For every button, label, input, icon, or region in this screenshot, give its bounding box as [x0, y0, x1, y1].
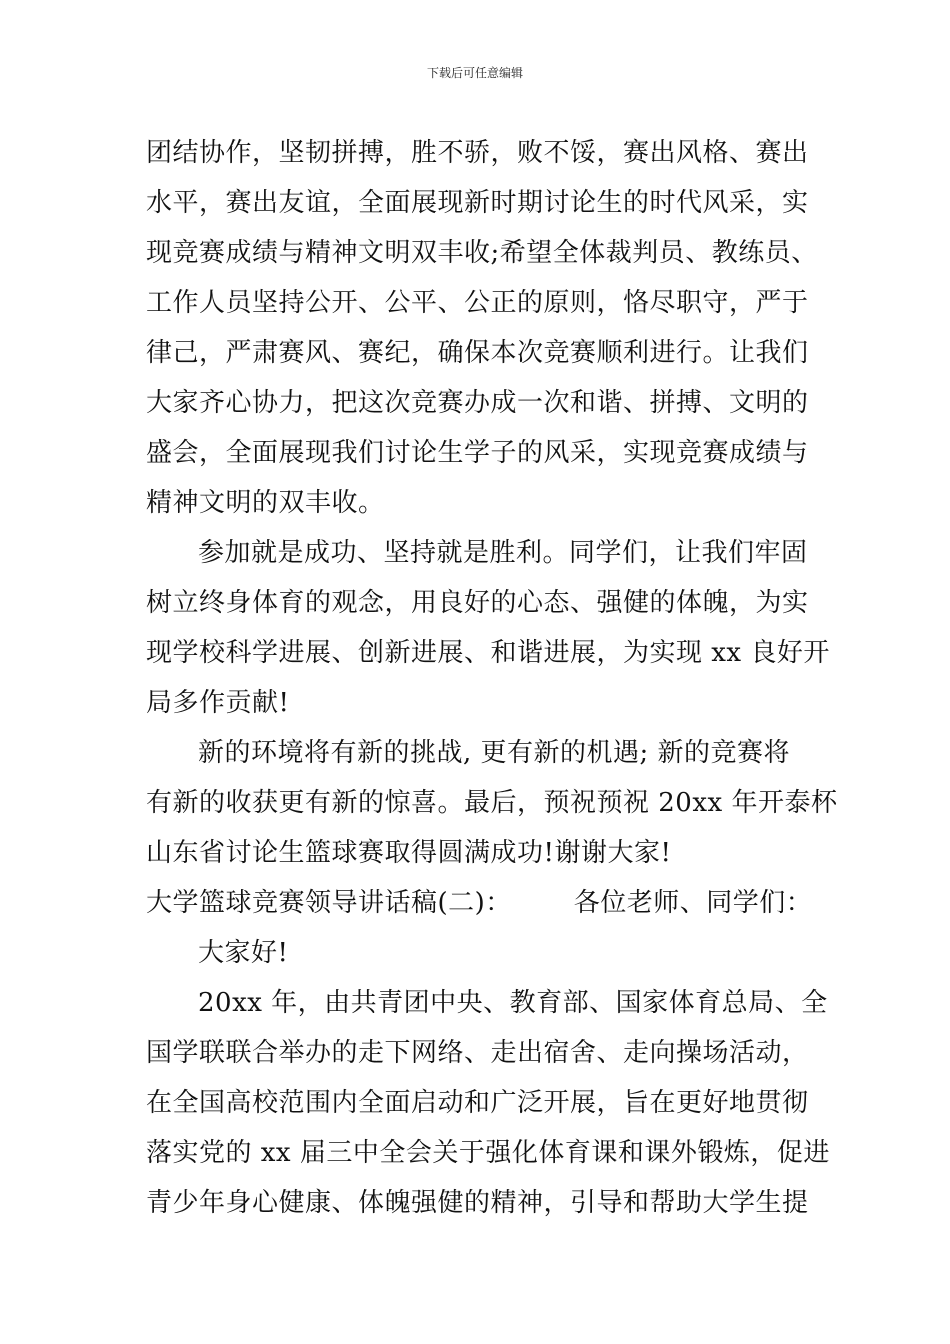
- salutation: 各位老师、同学们：: [573, 888, 813, 918]
- paragraph-start-line: 参加就是成功、坚持就是胜利。同学们，让我们牢固: [198, 538, 808, 568]
- section-heading: 大学篮球竞赛领导讲话稿(二)：: [146, 888, 512, 918]
- text-line: 树立终身体育的观念，用良好的心态、强健的体魄，为实: [146, 588, 809, 618]
- text-line: 现学校科学进展、创新进展、和谐进展，为实现 xx 良好开: [146, 638, 830, 668]
- text-line: 精神文明的双丰收。: [146, 488, 385, 518]
- text-line: 青少年身心健康、体魄强健的精神，引导和帮助大学生提: [146, 1188, 809, 1218]
- text-line: 国学联联合举办的走下网络、走出宿舍、走向操场活动，: [146, 1038, 809, 1068]
- text-line: 在全国高校范围内全面启动和广泛开展，旨在更好地贯彻: [146, 1088, 809, 1118]
- text-line: 工作人员坚持公开、公平、公正的原则，恪尽职守，严于: [146, 288, 809, 318]
- text-line: 有新的收获更有新的惊喜。最后，预祝预祝 20xx 年开泰杯: [146, 788, 838, 818]
- text-line: 现竞赛成绩与精神文明双丰收;希望全体裁判员、教练员、: [146, 238, 818, 268]
- text-line: 团结协作，坚韧拼搏，胜不骄，败不馁，赛出风格、赛出: [146, 138, 809, 168]
- paragraph-start-line: 20xx 年，由共青团中央、教育部、国家体育总局、全: [198, 988, 828, 1018]
- text-line: 律己，严肃赛风、赛纪，确保本次竞赛顺利进行。让我们: [146, 338, 809, 368]
- paragraph-start-line: 新的环境将有新的挑战, 更有新的机遇; 新的竞赛将: [198, 738, 791, 768]
- text-line: 局多作贡献!: [146, 688, 290, 718]
- heading-gap: [512, 878, 574, 928]
- page-header-note: 下载后可任意编辑: [426, 66, 523, 80]
- greeting-line: 大家好!: [198, 938, 289, 968]
- text-line: 落实党的 xx 届三中全会关于强化体育课和课外锻炼，促进: [146, 1138, 830, 1168]
- document-body: [146, 128, 838, 1228]
- text-line: 盛会，全面展现我们讨论生学子的风采，实现竞赛成绩与: [146, 438, 809, 468]
- text-line: 山东省讨论生篮球赛取得圆满成功!谢谢大家!: [146, 838, 672, 868]
- text-line: 水平，赛出友谊，全面展现新时期讨论生的时代风采，实: [146, 188, 809, 218]
- text-line: 大家齐心协力，把这次竞赛办成一次和谐、拼搏、文明的: [146, 388, 809, 418]
- section-heading-line: [146, 878, 816, 928]
